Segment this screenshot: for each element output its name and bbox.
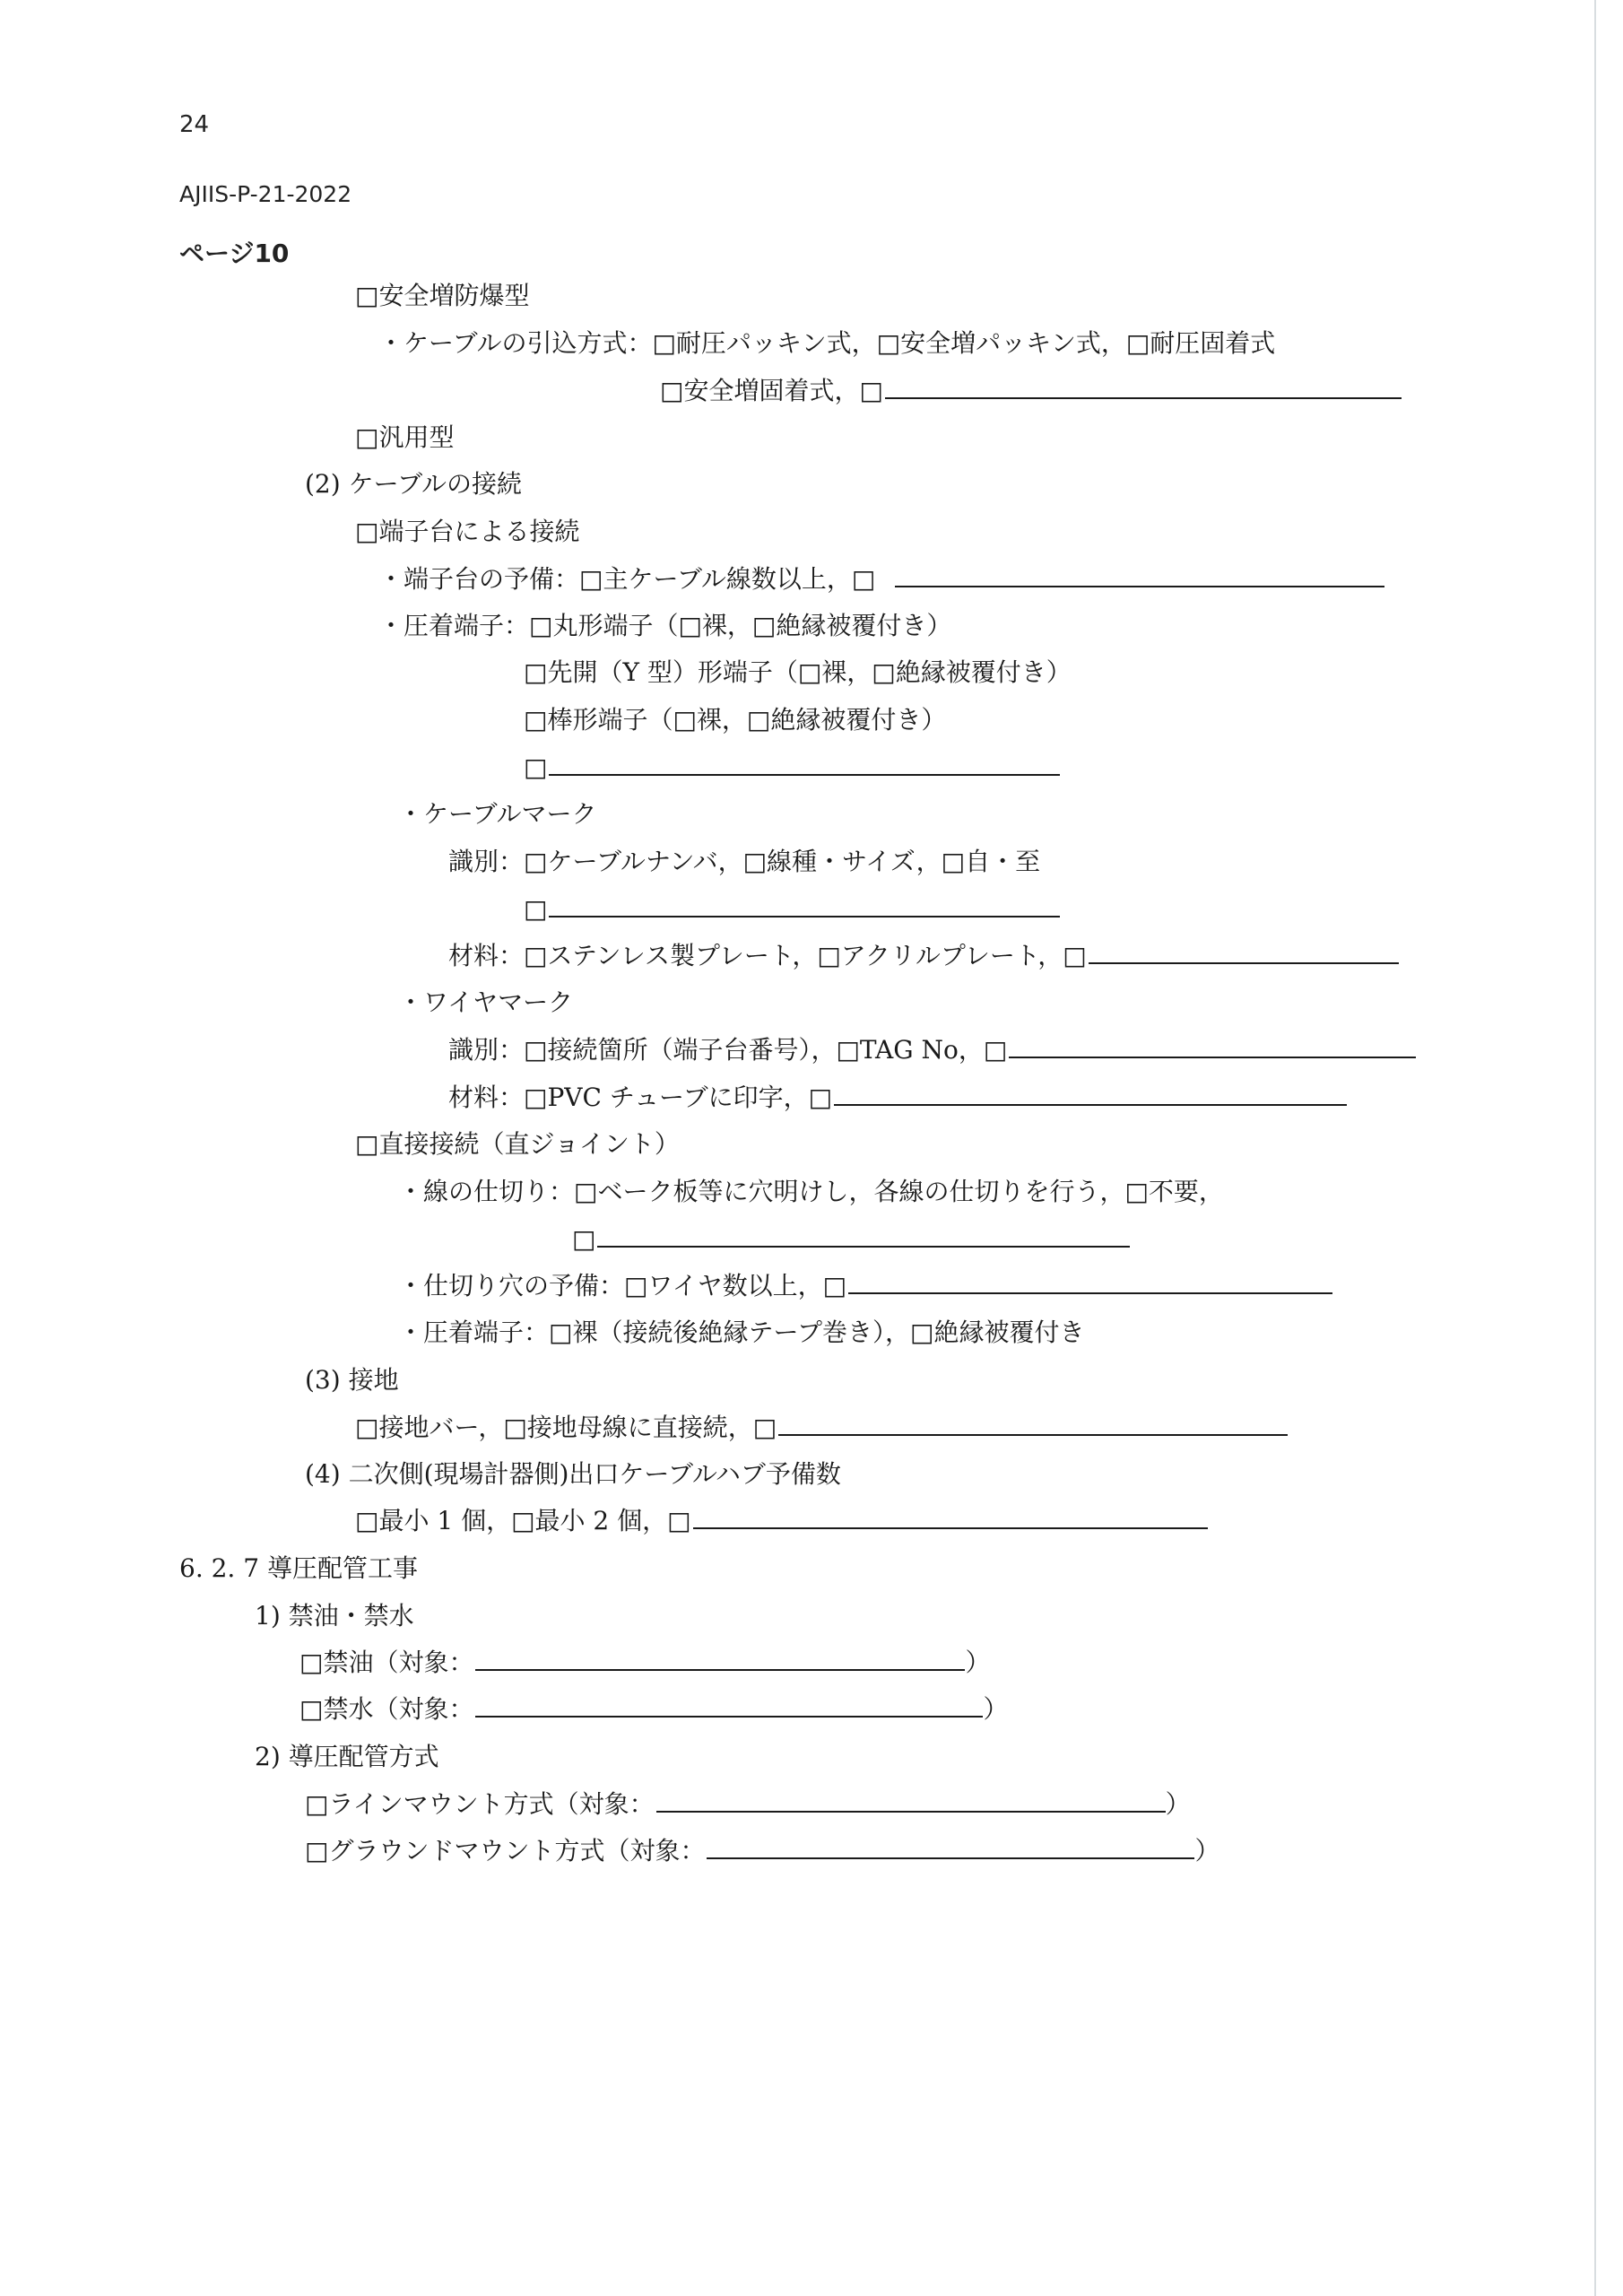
- line-text: □安全増防爆型: [355, 281, 530, 310]
- form-line: [355, 1405, 1288, 1451]
- form-line: [299, 1639, 990, 1686]
- line-text: ・圧着端子：□裸（接続後絶縁テープ巻き），□絶縁被覆付き: [398, 1318, 1085, 1347]
- form-line: [398, 979, 573, 1026]
- line-text: ・仕切り穴の予備：□ワイヤ数以上，□: [398, 1271, 847, 1300]
- section-heading: 6. 2. 7 導圧配管工事: [179, 1553, 418, 1583]
- line-text: ・線の仕切り：□ベーク板等に穴明けし，各線の仕切りを行う，□不要，: [398, 1177, 1224, 1206]
- form-line: [448, 839, 1040, 885]
- form-line: [355, 273, 529, 319]
- page-number: 24: [179, 111, 210, 138]
- section-heading: 1) 禁油・禁水: [255, 1601, 414, 1631]
- line-text: □接地バー，□接地母線に直接続，□: [355, 1413, 777, 1442]
- blank-line[interactable]: [707, 1832, 1194, 1859]
- line-text: □先開（Y 型）形端子（□裸，□絶縁被覆付き）: [524, 657, 1072, 687]
- form-line: [524, 744, 1060, 791]
- line-text: □ラインマウント方式（対象：: [305, 1789, 655, 1819]
- line-text: □最小 1 個，□最小 2 個，□: [355, 1506, 691, 1535]
- line-text: □安全増固着式，□: [660, 376, 883, 405]
- form-line: [524, 886, 1060, 933]
- form-line: [524, 697, 946, 744]
- page-edge: [1594, 0, 1596, 2296]
- blank-line[interactable]: [834, 1079, 1347, 1106]
- blank-line[interactable]: [597, 1221, 1130, 1248]
- closing-paren: ）: [1165, 1789, 1191, 1819]
- line-text: 識別：□接続箇所（端子台番号），□TAG No，□: [448, 1035, 1008, 1065]
- closing-paren: ）: [965, 1648, 991, 1677]
- blank-line[interactable]: [848, 1267, 1332, 1294]
- page-reference: ページ10: [179, 239, 290, 268]
- closing-paren: ）: [983, 1694, 1009, 1724]
- line-text: □: [524, 752, 548, 782]
- form-line: [398, 791, 596, 838]
- line-text: □棒形端子（□裸，□絶縁被覆付き）: [524, 705, 947, 735]
- form-line: [572, 1216, 1130, 1263]
- section-heading: (3) 接地: [305, 1365, 399, 1395]
- blank-line[interactable]: [895, 561, 1384, 587]
- line-text: ・ケーブルの引込方式：□耐圧パッキン式，□安全増パッキン式，□耐圧固着式: [378, 328, 1276, 358]
- form-line: [255, 1593, 414, 1639]
- line-text: 材料：□PVC チューブに印字，□: [448, 1083, 833, 1112]
- line-text: ・ワイヤマーク: [398, 987, 574, 1017]
- form-line: [355, 1498, 1208, 1544]
- form-line: [179, 1545, 418, 1592]
- form-line: [378, 320, 1275, 367]
- form-line: [660, 368, 1402, 414]
- blank-line[interactable]: [885, 372, 1402, 399]
- section-heading: 2) 導圧配管方式: [255, 1742, 439, 1771]
- form-line: [355, 509, 579, 555]
- line-text: ・端子台の予備：□主ケーブル線数以上，□: [378, 564, 876, 594]
- blank-line[interactable]: [475, 1644, 965, 1671]
- form-line: [305, 1357, 399, 1404]
- blank-line[interactable]: [1089, 937, 1399, 964]
- form-line: [305, 461, 522, 508]
- form-line: [378, 603, 951, 649]
- form-line: [448, 933, 1399, 979]
- line-text: □: [572, 1224, 596, 1254]
- line-text: □禁油（対象：: [299, 1648, 474, 1677]
- form-line: [305, 1451, 841, 1498]
- line-text: 識別：□ケーブルナンバ，□線種・サイズ，□自・至: [448, 847, 1041, 876]
- section-heading: (2) ケーブルの接続: [305, 469, 523, 499]
- line-text: ・圧着端子：□丸形端子（□裸，□絶縁被覆付き）: [378, 611, 952, 640]
- blank-line[interactable]: [1009, 1031, 1416, 1058]
- blank-line[interactable]: [475, 1691, 983, 1718]
- form-line: [448, 1027, 1416, 1074]
- form-line: [305, 1828, 1219, 1874]
- blank-line[interactable]: [693, 1502, 1208, 1529]
- line-text: □禁水（対象：: [299, 1694, 474, 1724]
- form-line: [378, 556, 1384, 603]
- form-line: [355, 414, 454, 461]
- form-line: [398, 1169, 1224, 1215]
- document-code: AJIIS-P-21-2022: [179, 181, 352, 207]
- blank-line[interactable]: [549, 891, 1060, 918]
- line-text: □: [524, 894, 548, 924]
- closing-paren: ）: [1194, 1836, 1220, 1866]
- line-text: □端子台による接続: [355, 517, 580, 546]
- blank-line[interactable]: [549, 749, 1060, 776]
- form-line: [305, 1781, 1191, 1828]
- form-line: [355, 1121, 680, 1168]
- form-line: [398, 1263, 1332, 1309]
- blank-line[interactable]: [778, 1409, 1288, 1436]
- line-text: 材料：□ステンレス製プレート，□アクリルプレート，□: [448, 941, 1087, 970]
- form-line: [524, 649, 1072, 696]
- line-text: □汎用型: [355, 422, 455, 452]
- blank-line[interactable]: [656, 1786, 1166, 1813]
- line-text: □グラウンドマウント方式（対象：: [305, 1836, 706, 1866]
- line-text: ・ケーブルマーク: [398, 799, 597, 829]
- line-text: □直接接続（直ジョイント）: [355, 1129, 680, 1159]
- form-line: [299, 1686, 1008, 1733]
- section-heading: (4) 二次側(現場計器側)出口ケーブルハブ予備数: [305, 1459, 841, 1489]
- form-line: [255, 1734, 439, 1780]
- form-line: [448, 1074, 1347, 1121]
- form-line: [398, 1309, 1085, 1356]
